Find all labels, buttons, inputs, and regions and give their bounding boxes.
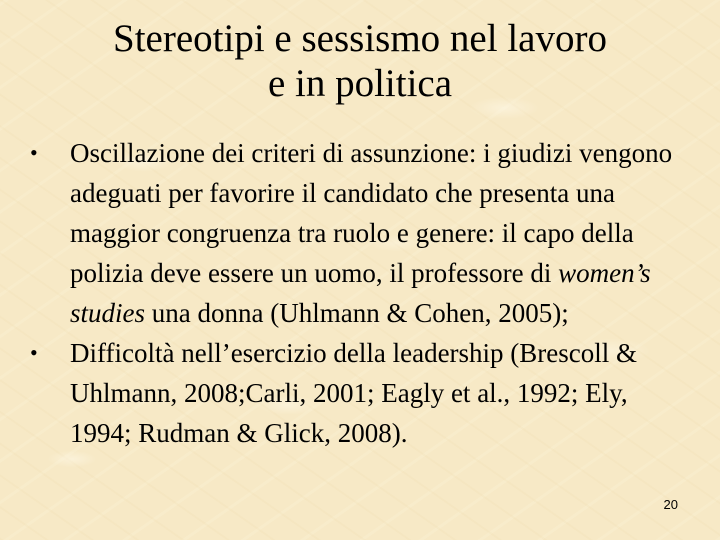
bullet-text-part: una donna (Uhlmann & Cohen, 2005);	[145, 298, 569, 328]
bullet-icon: •	[30, 340, 38, 365]
slide-title-line-2: e in politica	[267, 62, 453, 105]
slide-title-line-1: Stereotipi e sessismo nel lavoro	[113, 17, 607, 60]
bullet-text-italic: women’s studies	[70, 258, 651, 328]
bullet-text-part: Oscillazione dei criteri di assunzione: i giudizi vengono adeguati per favorire il candidato che presenta una maggior congruenza tra ruolo e genere: il capo della polizia deve essere un uomo, il professore di	[70, 138, 673, 288]
bullet-icon: •	[30, 140, 38, 165]
slide-number: 20	[663, 497, 678, 512]
bullet-text: Difficoltà nell’esercizio della leadership (Brescoll & Uhlmann, 2008;Carli, 2001; Eagly et al., 1992; Ely, 1994; Rudman & Glick, 2008).	[70, 338, 638, 448]
bullet-item-hiring-criteria	[30, 133, 690, 333]
slide-title	[40, 16, 680, 106]
bullet-item-leadership	[30, 333, 690, 453]
bullet-list	[30, 133, 690, 453]
